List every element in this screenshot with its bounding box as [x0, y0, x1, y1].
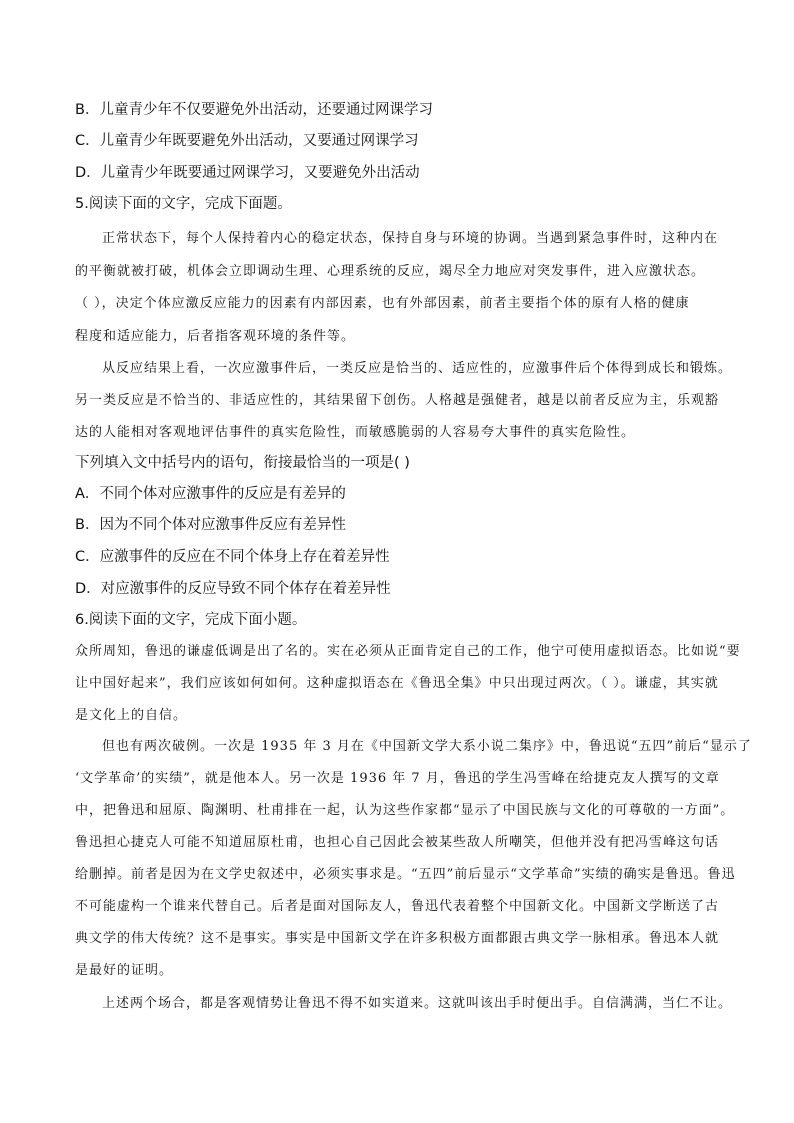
- q6-passage-line: ‘文学革命’的实绩”，就是他本人。另一次是 1936 年 7 月，鲁迅的学生冯雪峰在给捷克友人撰写的文章: [75, 771, 720, 786]
- q5-option-b: B．因为不同个体对应激事件反应有差异性: [75, 517, 346, 533]
- q4-option-c: C．儿童青少年既要避免外出活动，又要通过网课学习: [75, 133, 419, 149]
- q5-passage-line: 正常状态下，每个人保持着内心的稳定状态，保持自身与环境的协调。当遇到紧急事件时，这种内在: [102, 231, 719, 246]
- q6-passage-line: 给删掉。前者是因为在文学史叙述中，必须实事求是。“五四”前后显示“文学革命”实绩的确实是鲁迅。鲁迅: [75, 867, 736, 882]
- q6-passage-line: 但也有两次破例。一次是 1935 年 3 月在《中国新文学大系小说二集序》中，鲁迅说“五四”前后“显示了: [102, 739, 752, 754]
- q6-prompt: 6.阅读下面的文字，完成下面小题。: [75, 612, 307, 628]
- q5-passage-line: 达的人能相对客观地评估事件的真实危险性，而敏感脆弱的人容易夸大事件的真实危险性。: [75, 425, 636, 440]
- q5-option-d: D．对应激事件的反应导致不同个体存在着差异性: [75, 581, 391, 597]
- q5-option-c: C．应激事件的反应在不同个体身上存在着差异性: [75, 549, 390, 565]
- q6-passage-line: 众所周知，鲁迅的谦虚低调是出了名的。实在必须从正面肯定自己的工作，他宁可使用虚拟语态。比如说“要: [75, 644, 741, 659]
- q6-passage-line: 典文学的伟大传统？这不是事实。事实是中国新文学在许多积极方面都跟古典文学一脉相承。鲁迅本人就: [75, 931, 720, 946]
- q6-passage-line: 中，把鲁迅和屈原、陶渊明、杜甫排在一起，认为这些作家都“显示了中国民族与文化的可尊敬的一方面”。: [75, 803, 735, 818]
- q5-passage-line: （ ），决定个体应激反应能力的因素有内部因素，也有外部因素，前者主要指个体的原有人格的健康: [75, 296, 690, 311]
- q5-question: 下列填入文中括号内的语句，衔接最恰当的一项是( ): [75, 455, 410, 471]
- q5-option-a: A．不同个体对应激事件的反应是有差异的: [75, 486, 346, 502]
- q6-passage-line: 上述两个场合，都是客观情势让鲁迅不得不如实道来。这就叫该出手时便出手。自信满满，当仁不让。: [102, 996, 733, 1011]
- q5-passage-line: 从反应结果上看，一次应激事件后，一类反应是恰当的、适应性的，应激事件后个体得到成长和锻炼。: [102, 361, 733, 376]
- q6-passage-line: 是最好的证明。: [75, 963, 174, 978]
- q6-passage-line: 不可能虚构一个谁来代替自己。后者是面对国际友人，鲁迅代表着整个中国新文化。中国新文学断送了古: [75, 899, 720, 914]
- q6-passage-line: 鲁迅担心捷克人可能不知道屈原杜甫，也担心自己因此会被某些敌人所嘲笑，但他并没有把冯雪峰这句话: [75, 835, 720, 850]
- q5-passage-line: 的平衡就被打破，机体会立即调动生理、心理系统的反应，竭尽全力地应对突发事件，进入应激状态。: [75, 264, 706, 279]
- q4-option-b: B．儿童青少年不仅要避免外出活动，还要通过网课学习: [75, 102, 433, 118]
- q5-passage-line: 另一类反应是不恰当的、非适应性的，其结果留下创伤。人格越是强健者，越是以前者反应为主，乐观豁: [75, 393, 720, 408]
- q4-option-d: D．儿童青少年既要通过网课学习，又要避免外出活动: [75, 165, 420, 181]
- q6-passage-line: 让中国好起来”，我们应该如何如何。这种虚拟语态在《鲁迅全集》中只出现过两次。（ ）。谦虚，其实就: [75, 676, 719, 691]
- q5-passage-line: 程度和适应能力，后者指客观环境的条件等。: [75, 329, 356, 344]
- q5-prompt: 5.阅读下面的文字，完成下面题。: [75, 196, 292, 212]
- q6-passage-line: 是文化上的自信。: [75, 708, 188, 723]
